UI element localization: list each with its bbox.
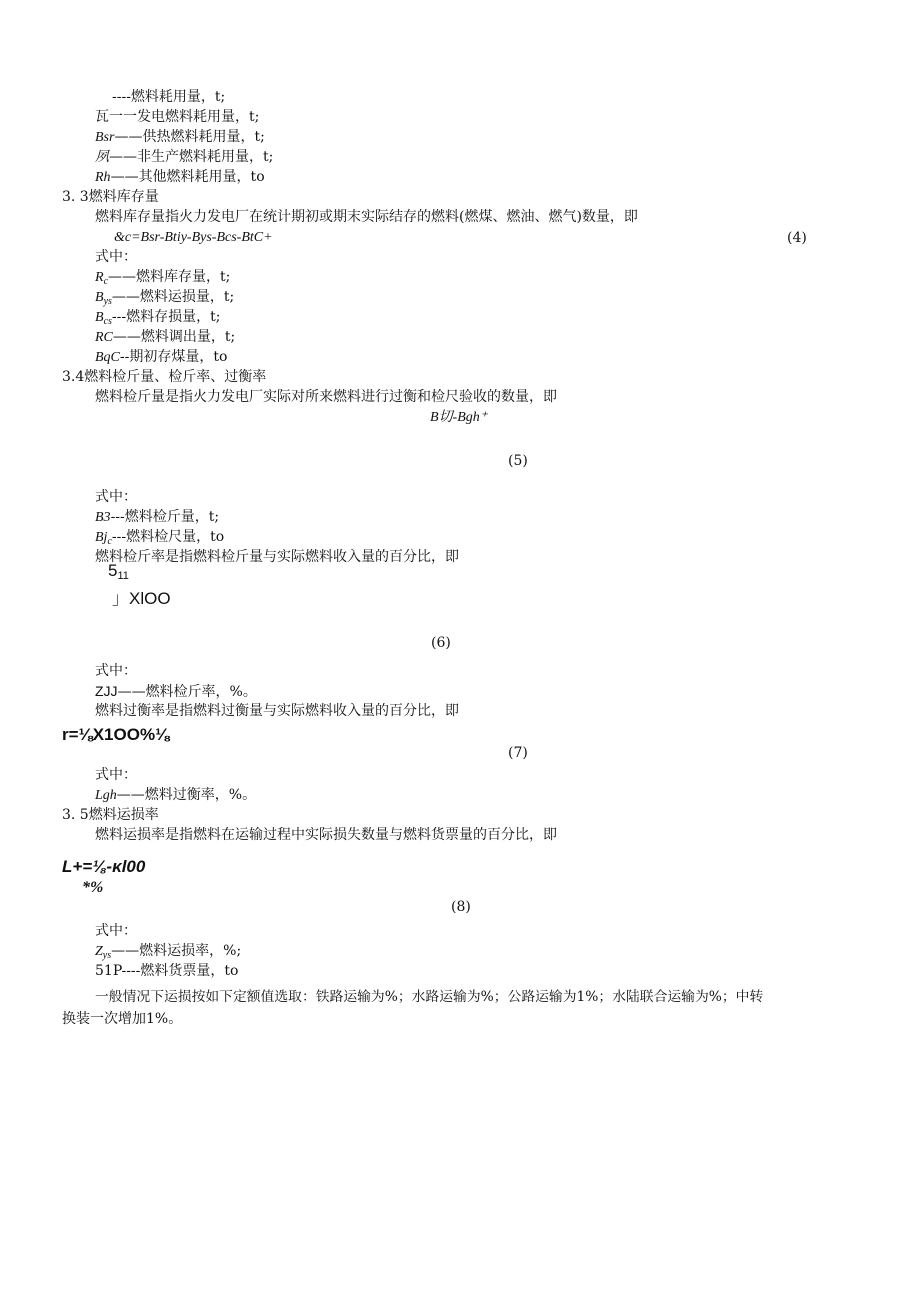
definition: ——燃料检斤率，%。 (117, 684, 257, 700)
definition: ---燃料检尺量，to (111, 529, 225, 545)
section-heading: 3. 5燃料运损率 (62, 807, 159, 823)
paragraph: 燃料检斤率是指燃料检斤量与实际燃料收入量的百分比，即 (95, 549, 459, 565)
where-label: 式中： (95, 663, 137, 679)
symbol-subscript: c (103, 276, 109, 287)
formula-term: 5 (108, 561, 118, 580)
symbol: B (95, 310, 104, 325)
symbol: BqC (95, 350, 120, 365)
symbol: Bsr (95, 130, 115, 145)
text-line: 51P----燃料货票量，to (95, 963, 239, 979)
paragraph: 一般情况下运损按如下定额值选取：铁路运输为%；水路运输为%；公路运输为1%；水陆联合运输为%；中转 (95, 989, 764, 1005)
text-line: 瓦一一发电燃料耗用量，t; (95, 109, 260, 125)
formula: &c=Bsr-Btiy-Bys-Bcs-BtC+ (114, 230, 273, 245)
symbol: B3 (95, 510, 111, 525)
symbol: RC (95, 330, 113, 345)
equation-number: (8) (451, 899, 471, 915)
paragraph: 燃料检斤量是指火力发电厂实际对所来燃料进行过衡和检尺验收的数量，即 (95, 389, 557, 405)
text-line (95, 168, 265, 187)
symbol-subscript: ys (102, 950, 112, 961)
symbol: Rh (95, 170, 111, 185)
symbol: Bj (95, 530, 108, 545)
text-line (95, 682, 257, 701)
formula-subscript: 11 (117, 570, 129, 582)
definition: ——非生产燃料耗用量，t; (109, 149, 274, 165)
definition: ---燃料存损量，t; (111, 309, 221, 325)
paragraph: 燃料库存量指火力发电厂在统计期初或期末实际结存的燃料(燃煤、燃油、燃气)数量，即 (95, 209, 638, 225)
text-line (95, 328, 235, 347)
definition: ——燃料过衡率，%。 (116, 787, 257, 803)
symbol-subscript: ys (103, 296, 112, 307)
equation-number: (5) (508, 453, 528, 469)
text-line (95, 508, 219, 527)
equation-number: (7) (508, 745, 528, 761)
definition: ——燃料运损量，t; (111, 289, 235, 305)
text-line (95, 148, 273, 167)
where-label: 式中： (95, 767, 137, 783)
formula: 」XlOO (112, 589, 171, 608)
symbol: R (95, 270, 104, 285)
text-line (95, 128, 265, 147)
formula: B切-Bgh⁺ (430, 410, 488, 425)
symbol-subscript: c (107, 536, 112, 547)
formula (108, 560, 129, 587)
symbol: B (95, 290, 104, 305)
paragraph: 换装一次增加1%。 (62, 1011, 183, 1027)
formula: L+=⅛-κl00 (62, 857, 146, 876)
formula: *% (82, 879, 104, 896)
where-label: 式中： (95, 923, 137, 939)
definition: ——燃料调出量，t; (112, 329, 236, 345)
definition: ——其他燃料耗用量，to (110, 169, 265, 185)
definition: ---燃料检斤量，t; (110, 509, 220, 525)
equation-number: (4) (787, 230, 807, 246)
symbol: Z (95, 944, 103, 959)
definition: ——供热燃料耗用量，t; (114, 129, 265, 145)
formula: r=⅛X1OO%⅛ (62, 725, 170, 744)
paragraph: 燃料过衡率是指燃料过衡量与实际燃料收入量的百分比，即 (95, 703, 459, 719)
symbol: Lgh (95, 788, 117, 803)
section-heading: 3.4燃料检斤量、检斤率、过衡率 (62, 369, 267, 385)
symbol-subscript: cs (103, 316, 112, 327)
symbol: 夙 (95, 150, 109, 165)
where-label: 式中： (95, 489, 137, 505)
equation-number: (6) (431, 635, 451, 651)
where-label: 式中： (95, 249, 137, 265)
definition: ——燃料库存量，t; (108, 269, 231, 285)
symbol: ZJJ (95, 683, 118, 699)
paragraph: 燃料运损率是指燃料在运输过程中实际损失数量与燃料货票量的百分比，即 (95, 827, 557, 843)
text-line (95, 786, 256, 805)
text-line (95, 348, 227, 367)
definition: --期初存煤量，to (119, 349, 228, 365)
section-heading: 3. 3燃料库存量 (62, 189, 159, 205)
text-line: ----燃料耗用量，t; (112, 89, 226, 105)
definition: ——燃料运损率，%; (111, 943, 242, 959)
